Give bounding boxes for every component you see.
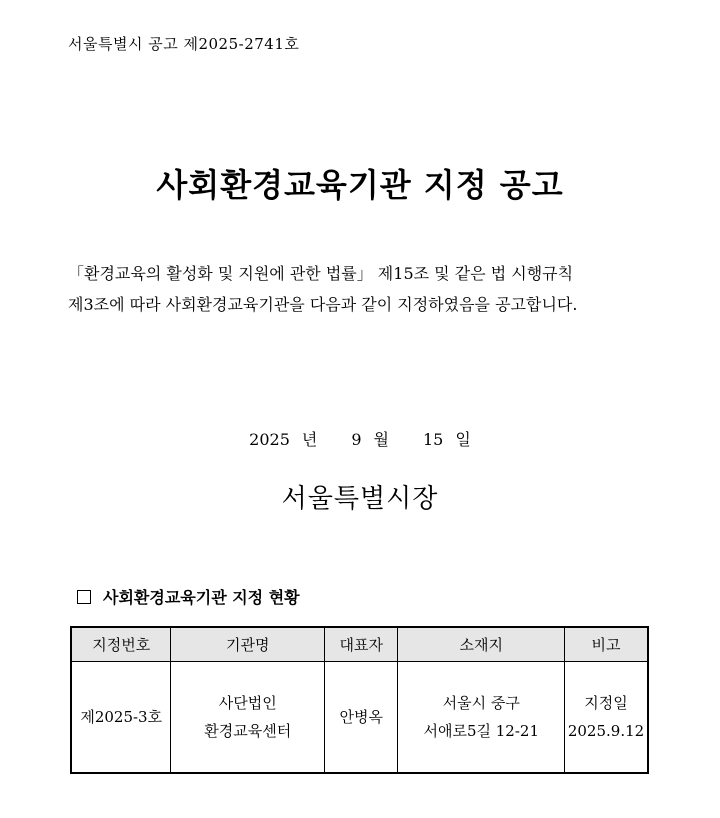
location-line-2: 서애로5길 12-21	[423, 722, 539, 740]
header-representative: 대표자	[325, 627, 398, 662]
body-line-2: 제3조에 따라 사회환경교육기관을 다음과 같이 지정하였음을 공고합니다.	[68, 295, 578, 314]
notice-date	[0, 427, 720, 450]
institution-line-2: 환경교육센터	[204, 722, 292, 740]
body-line-1: 「환경교육의 활성화 및 지원에 관한 법률」 제15조 및 같은 법 시행규칙	[68, 264, 574, 283]
cell-designation-number: 제2025-3호	[71, 662, 171, 774]
designation-table	[70, 626, 649, 774]
date-month: 9	[351, 430, 362, 449]
remarks-line-2: 2025.9.12	[567, 722, 645, 740]
checkbox-icon	[77, 590, 91, 604]
location-line-1: 서울시 중구	[442, 694, 520, 712]
date-year: 2025	[249, 430, 290, 449]
notice-number: 서울특별시 공고 제2025-2741호	[68, 35, 300, 53]
section-heading	[77, 585, 300, 608]
table-header-row	[71, 627, 648, 662]
remarks-line-1: 지정일	[584, 694, 628, 712]
table-row	[71, 662, 648, 774]
cell-remarks	[565, 662, 648, 774]
institution-line-1: 사단법인	[218, 694, 277, 712]
header-institution-name: 기관명	[171, 627, 325, 662]
issuer-name: 서울특별시장	[281, 484, 439, 514]
header-remarks: 비고	[565, 627, 648, 662]
cell-institution-name	[171, 662, 325, 774]
page-title: 사회환경교육기관 지정 공고	[156, 166, 564, 204]
date-day: 15	[423, 430, 444, 449]
section-heading-label: 사회환경교육기관 지정 현황	[103, 588, 300, 607]
header-location: 소재지	[398, 627, 565, 662]
notice-body	[68, 258, 658, 320]
date-day-unit: 일	[455, 430, 471, 449]
date-month-unit: 월	[373, 430, 389, 449]
header-designation-number: 지정번호	[71, 627, 171, 662]
cell-location	[398, 662, 565, 774]
cell-representative: 안병옥	[325, 662, 398, 774]
date-year-unit: 년	[301, 430, 318, 449]
